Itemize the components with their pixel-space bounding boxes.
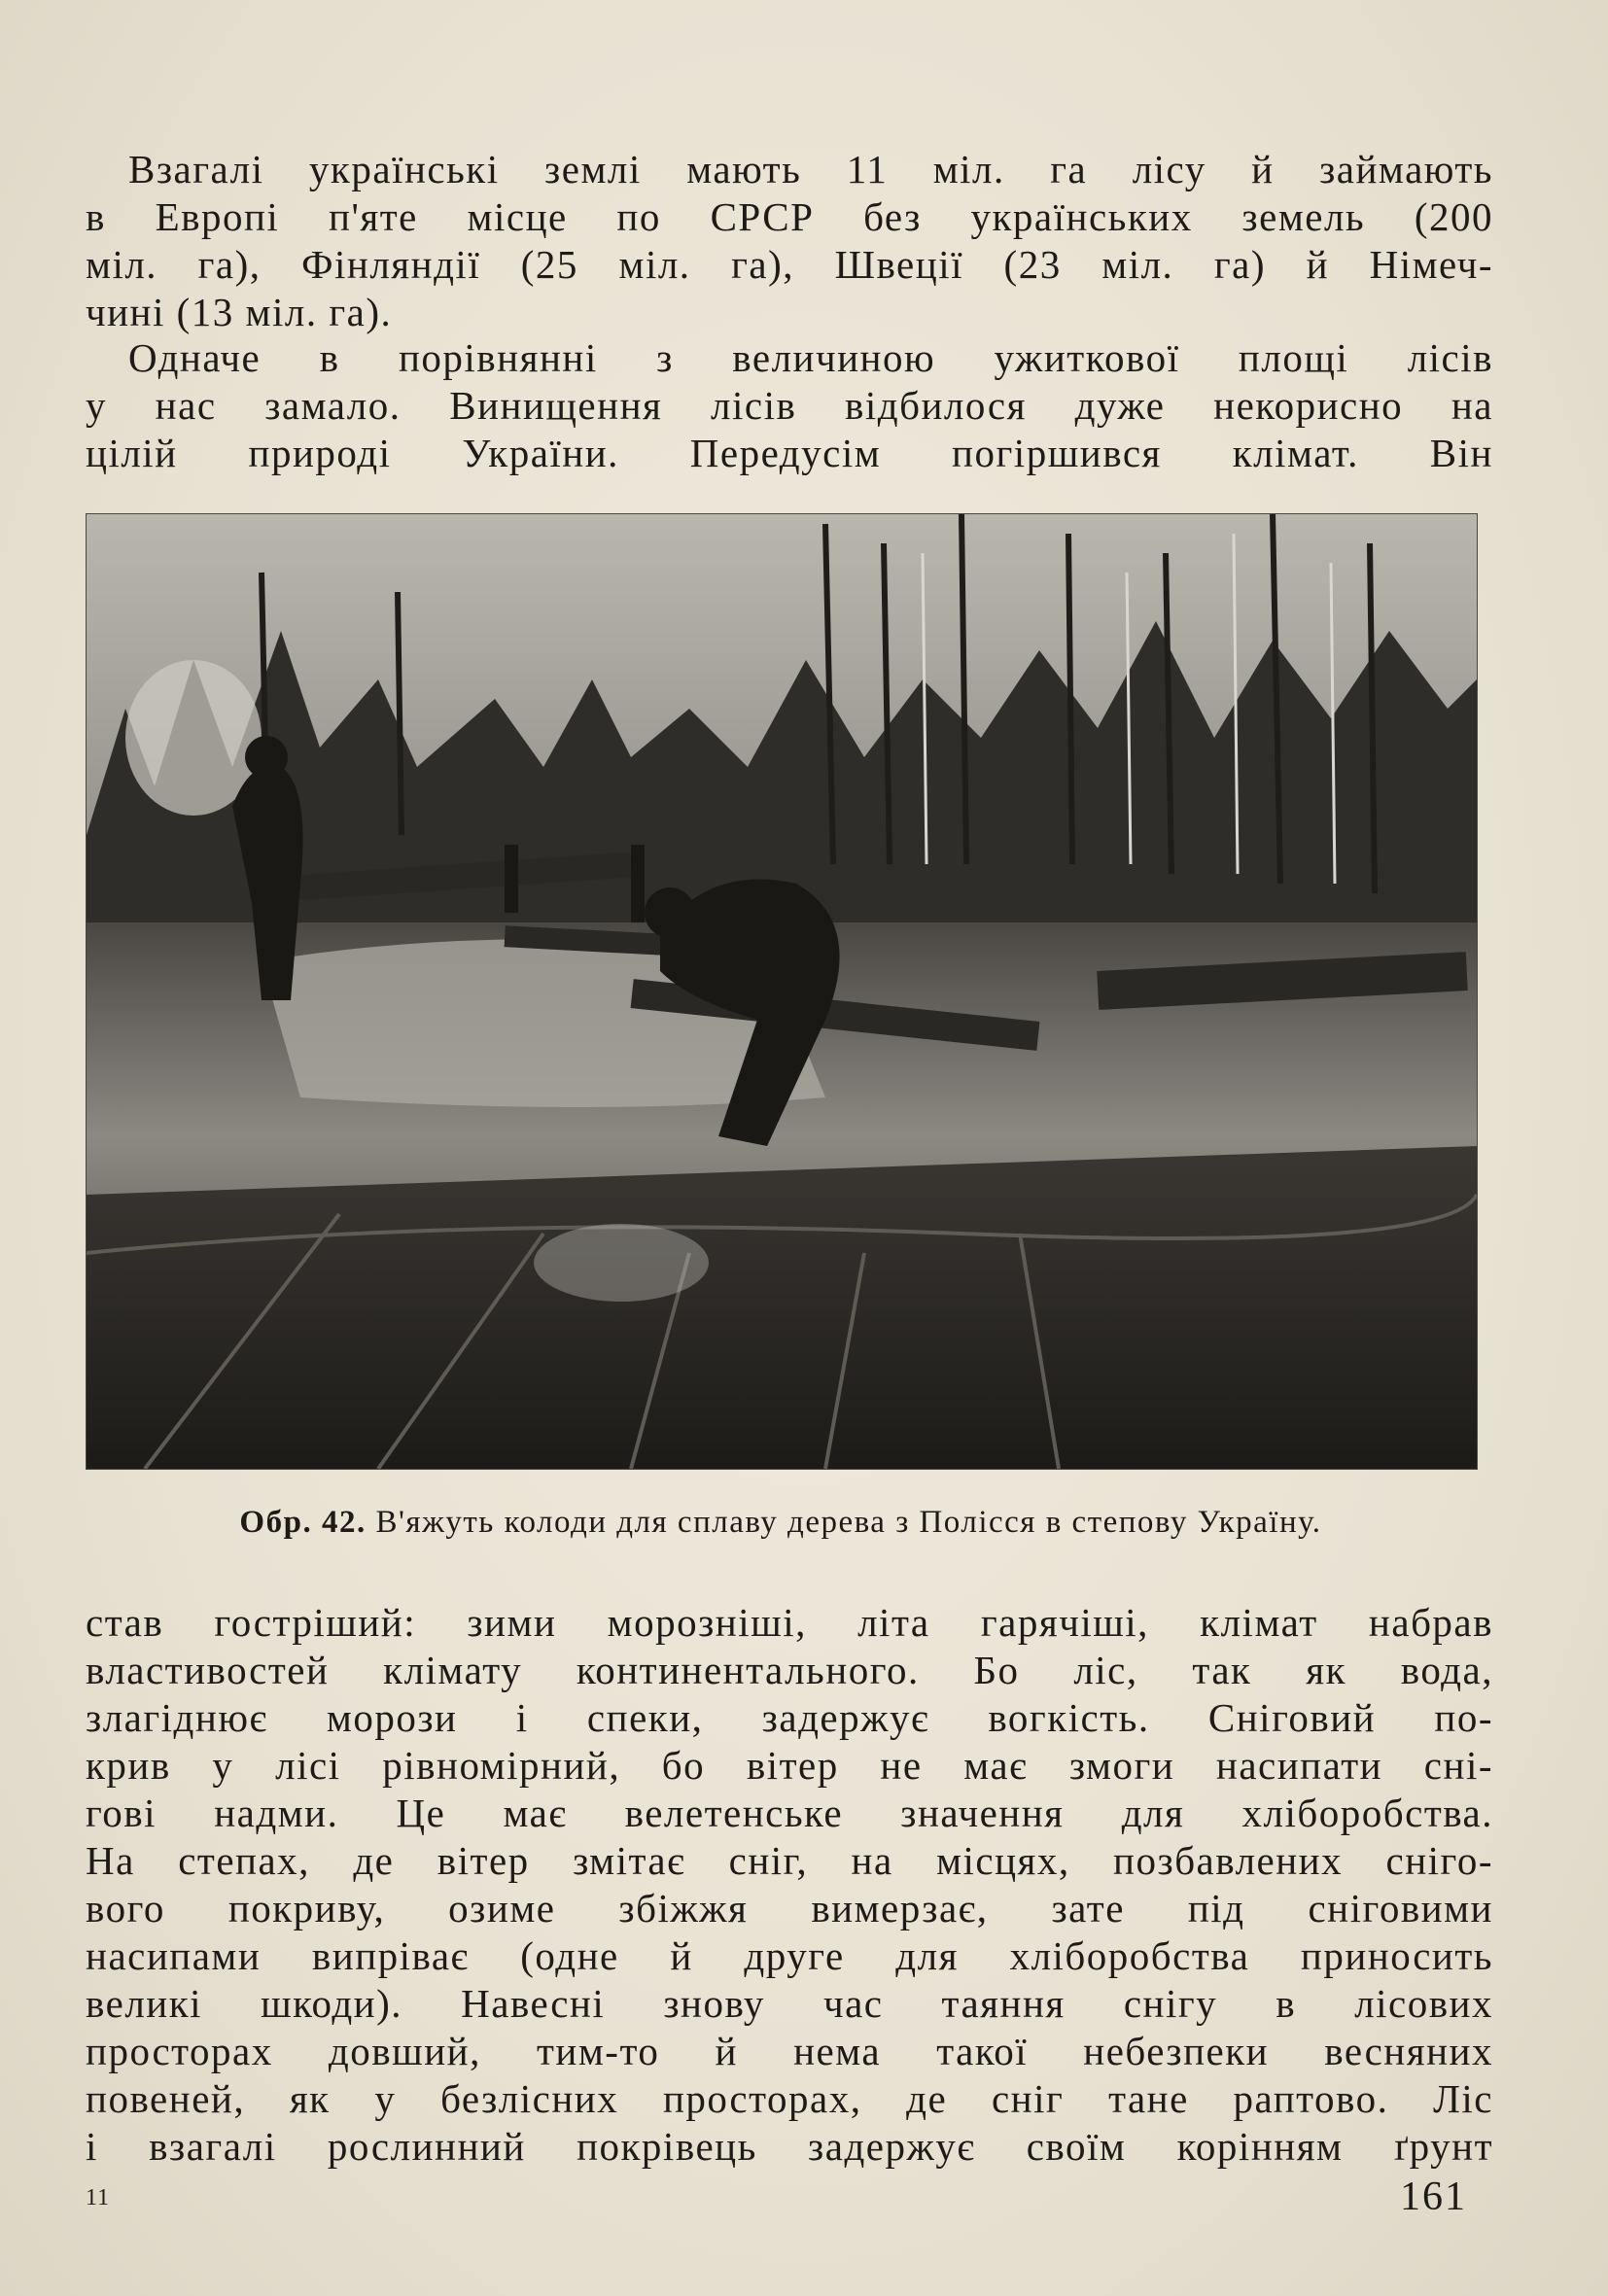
text-line: Взагалі українські землі мають 11 міл. га лісу й займають xyxy=(128,147,1493,191)
text-line: в Европі п'яте місце по СРСР без українських земель (200 xyxy=(86,194,1493,239)
text-line: гові надми. Це має велетенське значення для хліборобства. xyxy=(86,1791,1493,1835)
figure-caption-text: В'яжуть колоди для сплаву дерева з Полісся в степову Україну. xyxy=(375,1505,1322,1540)
page-number: 161 xyxy=(1400,2174,1467,2219)
text-line: повеней, як у безлісних просторах, де сніг тане раптово. Ліс xyxy=(86,2076,1493,2121)
text-line: і взагалі рослинний покрівець задержує своїм корінням ґрунт xyxy=(86,2124,1493,2169)
paragraph-deforestation xyxy=(86,334,1493,477)
text-line: На степах, де вітер змітає сніг, на місцях, позбавлених сніго- xyxy=(86,1838,1493,1883)
text-line: став гостріший: зими морозніші, літа гарячіші, клімат набрав xyxy=(86,1600,1493,1645)
text-line: великі шкоди). Навесні знову час таяння снігу в лісових xyxy=(86,1981,1493,2026)
text-line: крив у лісі рівномірний, бо вітер не має змоги насипати сні- xyxy=(86,1743,1493,1788)
photo-log-rafting xyxy=(86,513,1478,1470)
figure-caption xyxy=(86,1505,1476,1541)
text-line: насипами випріває (одне й друге для хліборобства приносить xyxy=(86,1933,1493,1978)
paragraph-climate xyxy=(86,1599,1493,2171)
text-line: міл. га), Фінляндії (25 міл. га), Швеції (23 міл. га) й Німеч- xyxy=(86,242,1493,287)
text-line: чині (13 міл. га). xyxy=(86,290,393,334)
figure-label: Обр. 42. xyxy=(239,1505,367,1540)
text-line: властивостей клімату континентального. Бо ліс, так як вода, xyxy=(86,1648,1493,1692)
text-line: просторах довший, тим-то й нема такої небезпеки весняних xyxy=(86,2029,1493,2073)
text-line: злагіднює морози і спеки, задержує вогкість. Сніговий по- xyxy=(86,1695,1493,1740)
text-line: Одначе в порівнянні з величиною ужиткової площі лісів xyxy=(128,335,1493,380)
text-line: у нас замало. Винищення лісів відбилося дуже некорисно на xyxy=(86,383,1493,428)
text-line: вого покриву, озиме збіжжя вимерзає, зате під сніговими xyxy=(86,1886,1493,1931)
signature-mark: 11 xyxy=(86,2185,111,2210)
paragraph-forest-area xyxy=(86,146,1493,336)
text-line: цілій природі України. Передусім погіршився клімат. Він xyxy=(86,431,1493,475)
